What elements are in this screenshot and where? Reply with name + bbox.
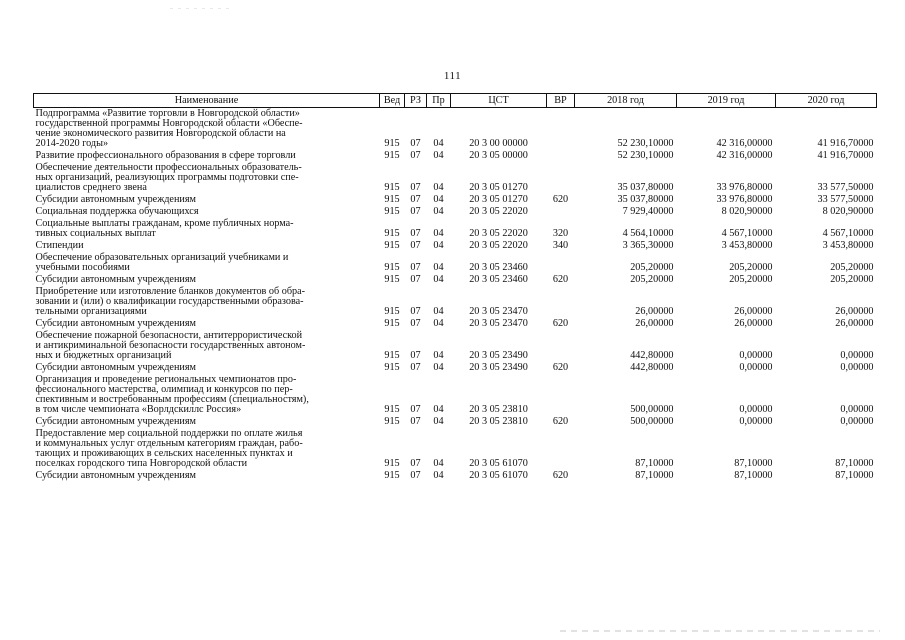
cell-pr: 04 <box>433 470 444 481</box>
cell-ved: 915 <box>384 194 400 205</box>
cell-name: Социальные выплаты гражданам, кроме публичных норма- тивных социальных выплат <box>35 218 294 239</box>
cell-cst: 20 3 05 23460 <box>469 274 528 285</box>
cell-vr <box>547 374 575 416</box>
cell-name: Обеспечение пожарной безопасности, антитеррористической и антикриминальной безопасности государственных автоном- ных и бюджетных организаций <box>35 330 306 361</box>
cell-2019: 42 316,00000 <box>716 138 773 149</box>
cell-rz: 07 <box>410 362 421 373</box>
cell-2018: 52 230,10000 <box>617 150 674 161</box>
cell-name: Субсидии автономным учреждениям <box>35 194 196 205</box>
cell-cst: 20 3 05 01270 <box>469 182 528 193</box>
cell-2018: 4 564,10000 <box>622 228 674 239</box>
header-2020: 2020 год <box>776 94 877 108</box>
cell-2018: 26,00000 <box>635 318 674 329</box>
cell-rz: 07 <box>410 150 421 161</box>
cell-name: Обеспечение образовательных организаций учебниками и учебными пособиями <box>35 252 289 273</box>
table-row <box>34 374 877 416</box>
cell-ved: 915 <box>384 150 400 161</box>
table-row <box>34 194 877 206</box>
cell-2018: 442,80000 <box>630 350 674 361</box>
table-row <box>34 330 877 362</box>
table-row <box>34 240 877 252</box>
cell-2018: 442,80000 <box>630 362 674 373</box>
cell-2018: 87,10000 <box>635 458 674 469</box>
cell-2020: 87,10000 <box>835 470 874 481</box>
cell-2020: 8 020,90000 <box>822 206 874 217</box>
cell-ved: 915 <box>384 228 400 239</box>
cell-name: Приобретение или изготовление бланков документов об обра- зовании и (или) о квалификации государственными образова- тельными организациями <box>35 286 306 317</box>
header-vr: ВР <box>547 94 575 108</box>
cell-cst: 20 3 05 01270 <box>469 194 528 205</box>
cell-2018: 35 037,80000 <box>617 182 674 193</box>
cell-2019: 3 453,80000 <box>721 240 773 251</box>
table-row <box>34 218 877 240</box>
cell-name: Обеспечение деятельности профессиональных образователь- ных организаций, реализующих программы подготовки спе- циалистов среднего звена <box>35 162 302 193</box>
table-row <box>34 470 877 482</box>
header-ved: Вед <box>380 94 405 108</box>
cell-cst: 20 3 05 00000 <box>469 150 528 161</box>
cell-ved: 915 <box>384 470 400 481</box>
cell-2020: 0,00000 <box>840 416 874 427</box>
cell-cst: 20 3 05 22020 <box>469 228 528 239</box>
table-header-row <box>34 94 877 108</box>
cell-2019: 0,00000 <box>739 404 773 415</box>
cell-cst: 20 3 05 23470 <box>469 318 528 329</box>
cell-name: Субсидии автономным учреждениям <box>35 274 196 285</box>
header-rz: РЗ <box>405 94 427 108</box>
cell-vr <box>547 330 575 362</box>
cell-pr: 04 <box>433 240 444 251</box>
cell-rz: 07 <box>410 182 421 193</box>
cell-2020: 26,00000 <box>835 318 874 329</box>
table-row <box>34 108 877 151</box>
cell-pr: 04 <box>433 150 444 161</box>
cell-2019: 33 976,80000 <box>716 194 773 205</box>
cell-pr: 04 <box>433 182 444 193</box>
cell-cst: 20 3 05 23460 <box>469 262 528 273</box>
cell-ved: 915 <box>384 262 400 273</box>
cell-pr: 04 <box>433 262 444 273</box>
cell-2019: 8 020,90000 <box>721 206 773 217</box>
header-cst: ЦСТ <box>451 94 547 108</box>
scan-artifact-top <box>170 8 230 9</box>
header-pr: Пр <box>427 94 451 108</box>
cell-2019: 87,10000 <box>734 470 773 481</box>
cell-2018: 52 230,10000 <box>617 138 674 149</box>
cell-cst: 20 3 05 23490 <box>469 362 528 373</box>
cell-2018: 3 365,30000 <box>622 240 674 251</box>
cell-cst: 20 3 00 00000 <box>469 138 528 149</box>
cell-2020: 87,10000 <box>835 458 874 469</box>
cell-ved: 915 <box>384 306 400 317</box>
cell-vr: 340 <box>552 240 569 251</box>
cell-vr: 620 <box>552 470 569 481</box>
table-row <box>34 362 877 374</box>
cell-2020: 0,00000 <box>840 350 874 361</box>
cell-2018: 87,10000 <box>635 470 674 481</box>
cell-pr: 04 <box>433 194 444 205</box>
header-name: Наименование <box>34 94 380 108</box>
cell-pr: 04 <box>433 350 444 361</box>
cell-name: Субсидии автономным учреждениям <box>35 362 196 373</box>
cell-vr: 620 <box>552 274 569 285</box>
cell-cst: 20 3 05 23470 <box>469 306 528 317</box>
cell-vr <box>547 286 575 318</box>
cell-cst: 20 3 05 23490 <box>469 350 528 361</box>
cell-ved: 915 <box>384 240 400 251</box>
cell-name: Развитие профессионального образования в сфере торговли <box>35 150 296 161</box>
cell-2019: 33 976,80000 <box>716 182 773 193</box>
cell-ved: 915 <box>384 138 400 149</box>
cell-vr <box>547 252 575 274</box>
cell-name: Субсидии автономным учреждениям <box>35 470 196 481</box>
cell-pr: 04 <box>433 416 444 427</box>
cell-2020: 0,00000 <box>840 362 874 373</box>
cell-vr: 320 <box>552 228 569 239</box>
table-row <box>34 416 877 428</box>
cell-vr <box>547 108 575 151</box>
cell-vr: 620 <box>552 416 569 427</box>
cell-2018: 500,00000 <box>630 416 674 427</box>
cell-ved: 915 <box>384 362 400 373</box>
cell-2020: 3 453,80000 <box>822 240 874 251</box>
cell-2018: 7 929,40000 <box>622 206 674 217</box>
cell-2018: 205,20000 <box>630 274 674 285</box>
cell-name: Социальная поддержка обучающихся <box>35 206 199 217</box>
cell-cst: 20 3 05 23810 <box>469 416 528 427</box>
cell-2019: 0,00000 <box>739 416 773 427</box>
cell-2020: 33 577,50000 <box>817 182 874 193</box>
cell-ved: 915 <box>384 458 400 469</box>
cell-ved: 915 <box>384 206 400 217</box>
cell-vr <box>547 206 575 218</box>
cell-2019: 205,20000 <box>729 262 773 273</box>
cell-2018: 205,20000 <box>630 262 674 273</box>
cell-rz: 07 <box>410 458 421 469</box>
cell-pr: 04 <box>433 274 444 285</box>
header-2018: 2018 год <box>575 94 677 108</box>
cell-2019: 0,00000 <box>739 350 773 361</box>
table-row <box>34 206 877 218</box>
cell-vr <box>547 162 575 194</box>
cell-name: Субсидии автономным учреждениям <box>35 318 196 329</box>
cell-cst: 20 3 05 22020 <box>469 206 528 217</box>
cell-pr: 04 <box>433 362 444 373</box>
cell-rz: 07 <box>410 318 421 329</box>
cell-pr: 04 <box>433 306 444 317</box>
cell-2019: 205,20000 <box>729 274 773 285</box>
cell-rz: 07 <box>410 228 421 239</box>
cell-pr: 04 <box>433 206 444 217</box>
cell-2020: 0,00000 <box>840 404 874 415</box>
cell-2020: 205,20000 <box>830 274 874 285</box>
cell-vr: 620 <box>552 362 569 373</box>
cell-rz: 07 <box>410 350 421 361</box>
cell-rz: 07 <box>410 470 421 481</box>
cell-name: Субсидии автономным учреждениям <box>35 416 196 427</box>
table-row <box>34 318 877 330</box>
table-row <box>34 428 877 470</box>
cell-vr <box>547 150 575 162</box>
cell-2018: 35 037,80000 <box>617 194 674 205</box>
scan-artifact-bottom <box>560 630 880 632</box>
cell-pr: 04 <box>433 228 444 239</box>
cell-2020: 205,20000 <box>830 262 874 273</box>
cell-rz: 07 <box>410 262 421 273</box>
cell-name: Стипендии <box>35 240 84 251</box>
cell-pr: 04 <box>433 318 444 329</box>
table-row <box>34 150 877 162</box>
cell-2019: 87,10000 <box>734 458 773 469</box>
cell-2019: 26,00000 <box>734 318 773 329</box>
cell-2020: 41 916,70000 <box>817 150 874 161</box>
cell-ved: 915 <box>384 274 400 285</box>
cell-name: Подпрограмма «Развитие торговли в Новгородской области» государственной программы Новгородской области «Обеспе- чение экономического развития Новгородской области на 2014-2020 годы» <box>35 108 303 149</box>
cell-rz: 07 <box>410 416 421 427</box>
cell-2019: 4 567,10000 <box>721 228 773 239</box>
cell-2020: 26,00000 <box>835 306 874 317</box>
table-body <box>34 108 877 483</box>
table-row <box>34 286 877 318</box>
cell-2020: 33 577,50000 <box>817 194 874 205</box>
cell-cst: 20 3 05 61070 <box>469 470 528 481</box>
cell-vr <box>547 428 575 470</box>
cell-2018: 500,00000 <box>630 404 674 415</box>
cell-rz: 07 <box>410 404 421 415</box>
cell-ved: 915 <box>384 182 400 193</box>
budget-table <box>33 93 877 482</box>
cell-name: Предоставление мер социальной поддержки по оплате жилья и коммунальных услуг отдельным категориям граждан, рабо- тающих и проживающих в сельских населенных пунктах и поселках городского типа Новгородской области <box>35 428 303 469</box>
cell-rz: 07 <box>410 138 421 149</box>
cell-name: Организация и проведение региональных чемпионатов про- фессионального мастерства, олимпиад и конкурсов по пер- спективным и востребованным профессиям (специальностям), в том числе чемпионата «Ворлдскиллс Россия» <box>35 374 309 415</box>
cell-ved: 915 <box>384 404 400 415</box>
cell-cst: 20 3 05 61070 <box>469 458 528 469</box>
page-number: 111 <box>443 70 462 82</box>
table-row <box>34 162 877 194</box>
cell-2019: 42 316,00000 <box>716 150 773 161</box>
cell-ved: 915 <box>384 318 400 329</box>
header-2019: 2019 год <box>677 94 776 108</box>
cell-2019: 0,00000 <box>739 362 773 373</box>
cell-pr: 04 <box>433 138 444 149</box>
cell-2019: 26,00000 <box>734 306 773 317</box>
cell-vr: 620 <box>552 194 569 205</box>
cell-rz: 07 <box>410 194 421 205</box>
table-row <box>34 252 877 274</box>
cell-rz: 07 <box>410 206 421 217</box>
cell-vr: 620 <box>552 318 569 329</box>
cell-rz: 07 <box>410 274 421 285</box>
cell-rz: 07 <box>410 306 421 317</box>
cell-pr: 04 <box>433 458 444 469</box>
cell-cst: 20 3 05 23810 <box>469 404 528 415</box>
cell-cst: 20 3 05 22020 <box>469 240 528 251</box>
cell-2020: 4 567,10000 <box>822 228 874 239</box>
cell-2020: 41 916,70000 <box>817 138 874 149</box>
cell-rz: 07 <box>410 240 421 251</box>
cell-ved: 915 <box>384 416 400 427</box>
table-row <box>34 274 877 286</box>
cell-2018: 26,00000 <box>635 306 674 317</box>
cell-ved: 915 <box>384 350 400 361</box>
cell-pr: 04 <box>433 404 444 415</box>
